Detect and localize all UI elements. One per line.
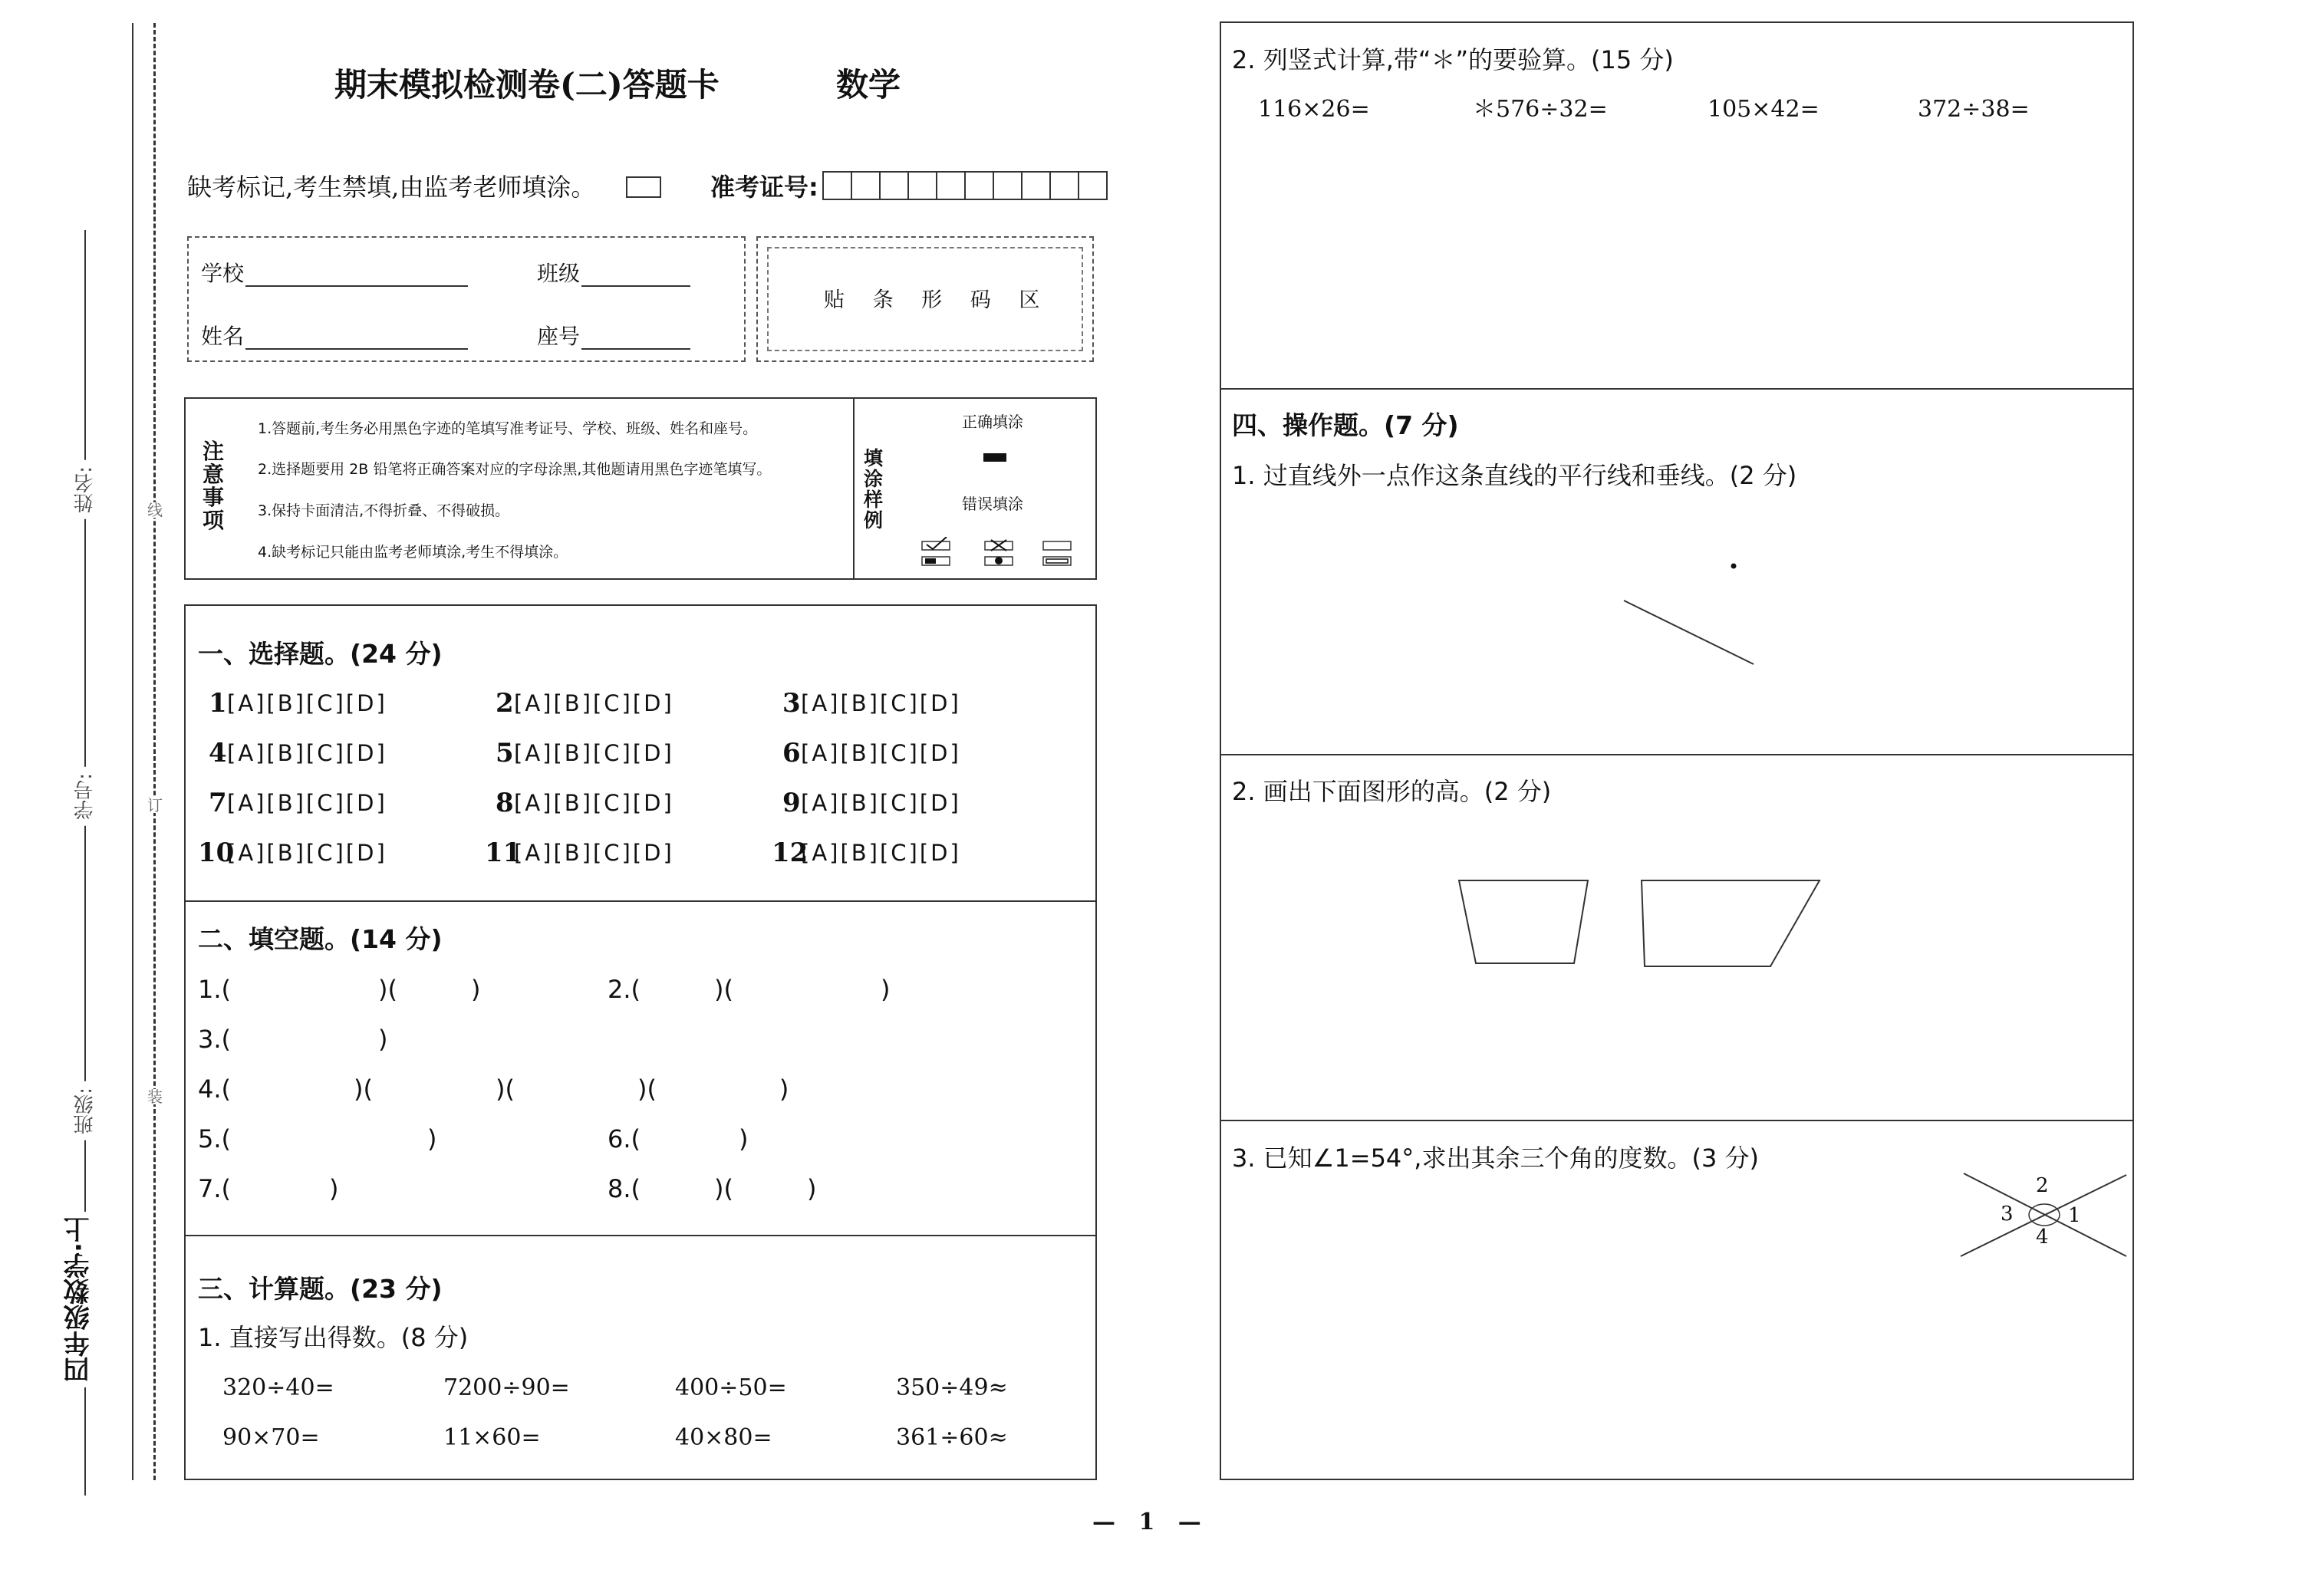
choice-number-2: 2 — [496, 688, 514, 719]
direct-calc-4: 350÷49≈ — [896, 1374, 1008, 1401]
exam-id-cells[interactable] — [822, 171, 1108, 200]
page-number: — 1 — — [1092, 1509, 1209, 1535]
choice-number-4: 4 — [209, 738, 227, 768]
class-label: 班级 — [537, 261, 581, 286]
section4-title: 四、操作题。(7 分) — [1232, 410, 1459, 440]
seal-char-3: 装 — [147, 1088, 163, 1106]
section2-title: 二、填空题。(14 分) — [198, 924, 443, 954]
right-divider-1 — [1220, 388, 2134, 390]
choice-number-1: 1 — [209, 688, 227, 719]
section4-q3-title: 3. 已知∠1=54°,求出其余三个角的度数。(3 分) — [1232, 1144, 1759, 1173]
choice-options-6[interactable]: [A][B][C][D] — [801, 740, 961, 766]
direct-calc-7: 40×80= — [675, 1424, 772, 1451]
school-label: 学校 — [201, 261, 245, 286]
fill-blank-row-7[interactable]: 7.( ) — [198, 1174, 339, 1203]
section1-title: 一、选择题。(24 分) — [198, 639, 443, 669]
vertical-calc-1: 116×26= — [1258, 96, 1370, 123]
fill-blank-row-1[interactable]: 1.( )( ) — [198, 975, 481, 1004]
section3-q2-title: 2. 列竖式计算,带“＊”的要验算。(15 分) — [1232, 45, 1674, 74]
choice-number-12: 12 — [772, 837, 808, 868]
angle-label-1: 1 — [2068, 1204, 2081, 1227]
choice-options-11[interactable]: [A][B][C][D] — [514, 840, 674, 866]
fill-blank-row-5[interactable]: 5.( ) — [198, 1124, 437, 1153]
seal-char-2: 订 — [147, 796, 163, 814]
choice-options-8[interactable]: [A][B][C][D] — [514, 790, 674, 816]
vertical-calc-3: 105×42= — [1708, 96, 1820, 123]
sidebar-number-label: 学号: — [75, 767, 95, 826]
choice-number-6: 6 — [782, 738, 801, 768]
barcode-label: 贴 条 形 码 区 — [824, 288, 1051, 312]
sidebar-name-label: 姓名: — [75, 460, 95, 519]
right-divider-2 — [1220, 754, 2134, 755]
choice-options-12[interactable]: [A][B][C][D] — [801, 840, 961, 866]
direct-calc-3: 400÷50= — [675, 1374, 787, 1401]
absent-mark-label: 缺考标记,考生禁填,由监考老师填涂。 — [187, 173, 596, 202]
angle-label-4: 4 — [2036, 1226, 2049, 1249]
direct-calc-6: 11×60= — [443, 1424, 541, 1451]
correct-fill-label: 正确填涂 — [962, 413, 1023, 431]
choice-options-3[interactable]: [A][B][C][D] — [801, 690, 961, 716]
section3-title: 三、计算题。(23 分) — [198, 1274, 443, 1304]
note-item-1: 1.答题前,考生务必用黑色字迹的笔填写准考证号、学校、班级、姓名和座号。 — [258, 420, 758, 437]
fill-blank-row-3[interactable]: 3.( ) — [198, 1025, 388, 1054]
page-title: 期末模拟检测卷(二)答题卡 — [334, 66, 720, 104]
note-item-3: 3.保持卡面清洁,不得折叠、不得破损。 — [258, 502, 510, 519]
choice-options-4[interactable]: [A][B][C][D] — [227, 740, 387, 766]
student-info-box — [187, 236, 746, 362]
trapezoid-parallelogram-figure[interactable] — [1442, 867, 1902, 982]
choice-options-7[interactable]: [A][B][C][D] — [227, 790, 387, 816]
note-item-4: 4.缺考标记只能由监考老师填涂,考生不得填涂。 — [258, 544, 568, 561]
choice-number-8: 8 — [496, 788, 514, 818]
wrong-fill-samples — [916, 537, 1077, 571]
choice-number-10: 10 — [198, 837, 235, 868]
correct-fill-sample — [983, 453, 1006, 462]
angle-label-2: 2 — [2036, 1174, 2049, 1197]
sidebar-class-label: 班级: — [75, 1081, 95, 1140]
choice-options-1[interactable]: [A][B][C][D] — [227, 690, 387, 716]
choice-options-9[interactable]: [A][B][C][D] — [801, 790, 961, 816]
direct-calc-2: 7200÷90= — [443, 1374, 570, 1401]
seal-char-1: 线 — [147, 501, 163, 519]
fill-blank-row-4[interactable]: 4.( )( )( )( ) — [198, 1074, 789, 1104]
right-divider-3 — [1220, 1120, 2134, 1121]
margin-line — [132, 23, 133, 1480]
name-label: 姓名 — [201, 324, 245, 349]
notes-title: 注意事项 — [203, 439, 225, 533]
fill-blank-row-6[interactable]: 6.( ) — [608, 1124, 749, 1153]
line-and-point-figure[interactable] — [1611, 545, 1764, 675]
section3-q1-title: 1. 直接写出得数。(8 分) — [198, 1323, 469, 1352]
class-field[interactable] — [581, 285, 690, 287]
absent-mark-box[interactable] — [626, 176, 661, 198]
sidebar-grade-label: 四年级数学·上 — [66, 1212, 92, 1387]
seal-dashed-line — [153, 23, 156, 1480]
direct-calc-8: 361÷60≈ — [896, 1424, 1008, 1451]
fill-blank-row-2[interactable]: 2.( )( ) — [608, 975, 891, 1004]
seat-field[interactable] — [581, 348, 690, 350]
section4-q1-title: 1. 过直线外一点作这条直线的平行线和垂线。(2 分) — [1232, 461, 1797, 490]
wrong-fill-label: 错误填涂 — [962, 495, 1023, 513]
choice-number-5: 5 — [496, 738, 514, 768]
angle-label-3: 3 — [2001, 1203, 2014, 1226]
sample-title: 填涂样例 — [864, 447, 884, 531]
fill-blank-row-8[interactable]: 8.( )( ) — [608, 1174, 817, 1203]
choice-number-11: 11 — [485, 837, 522, 868]
section2-divider — [184, 1235, 1097, 1236]
name-field[interactable] — [245, 348, 468, 350]
section4-q2-title: 2. 画出下面图形的高。(2 分) — [1232, 777, 1552, 806]
choice-options-5[interactable]: [A][B][C][D] — [514, 740, 674, 766]
note-item-2: 2.选择题要用 2B 铅笔将正确答案对应的字母涂黑,其他题请用黑色字迹笔填写。 — [258, 461, 772, 478]
choice-number-3: 3 — [782, 688, 801, 719]
choice-number-7: 7 — [209, 788, 227, 818]
vertical-calc-4: 372÷38= — [1918, 96, 2030, 123]
subject-title: 数学 — [836, 66, 901, 104]
choice-options-10[interactable]: [A][B][C][D] — [227, 840, 387, 866]
direct-calc-1: 320÷40= — [222, 1374, 334, 1401]
seat-label: 座号 — [537, 324, 581, 349]
notes-divider — [853, 397, 855, 580]
vertical-calc-2: ＊576÷32= — [1473, 96, 1608, 123]
exam-id-label: 准考证号: — [710, 173, 818, 202]
direct-calc-5: 90×70= — [222, 1424, 320, 1451]
choice-options-2[interactable]: [A][B][C][D] — [514, 690, 674, 716]
choice-number-9: 9 — [782, 788, 801, 818]
section1-divider — [184, 900, 1097, 902]
school-field[interactable] — [245, 285, 468, 287]
